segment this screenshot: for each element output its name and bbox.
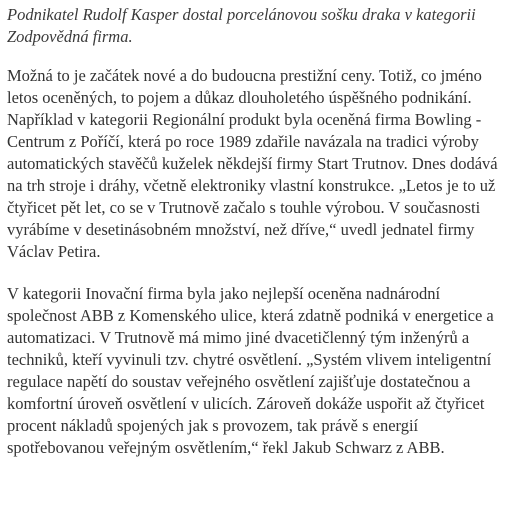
- article-paragraph-2: V kategorii Inovační firma byla jako nejlepší oceněna nadnárodní společnost ABB z Komenského ulice, která zdatně podniká v energetice a automatizaci. V Trutnově má mimo jiné dvacetičlenný tým inženýrů a techniků, kteří vyvinuli tzv. chytré osvětlení. „Systém vlivem inteligentní regulace napětí do soustav veřejného osvětlení zajišťuje dostatečnou a komfortní úroveň osvětlení v ulicích. Zároveň dokáže uspořit až čtyřicet procent nákladů spojených jak s provozem, tak právě s energií spotřebovanou veřejným osvětlením,“ řekl Jakub Schwarz z ABB.: [7, 284, 494, 457]
- article-paragraph-1: Možná to je začátek nové a do budoucna prestižní ceny. Totiž, co jméno letos oceněných, to pojem a důkaz dlouholetého úspěšného podnikání. Například v kategorii Regionální produkt byla oceněná firma Bowling - Centrum z Poříčí, která po roce 1989 zdařile navázala na tradici výroby automatických stavěčů kuželek někdejší firmy Start Trutnov. Dnes dodává na trh stroje i dráhy, včetně elektroniky vlastní konstrukce. „Letos je to už čtyřicet pět let, co se v Trutnově začalo s touhle výrobou. V současnosti vyrábíme v desetinásobném množství, než dříve,“ uvedl jednatel firmy Václav Petira.: [7, 66, 498, 261]
- photo-caption: Podnikatel Rudolf Kasper dostal porcelánovou sošku draka v kategorii Zodpovědná firma.: [7, 5, 476, 46]
